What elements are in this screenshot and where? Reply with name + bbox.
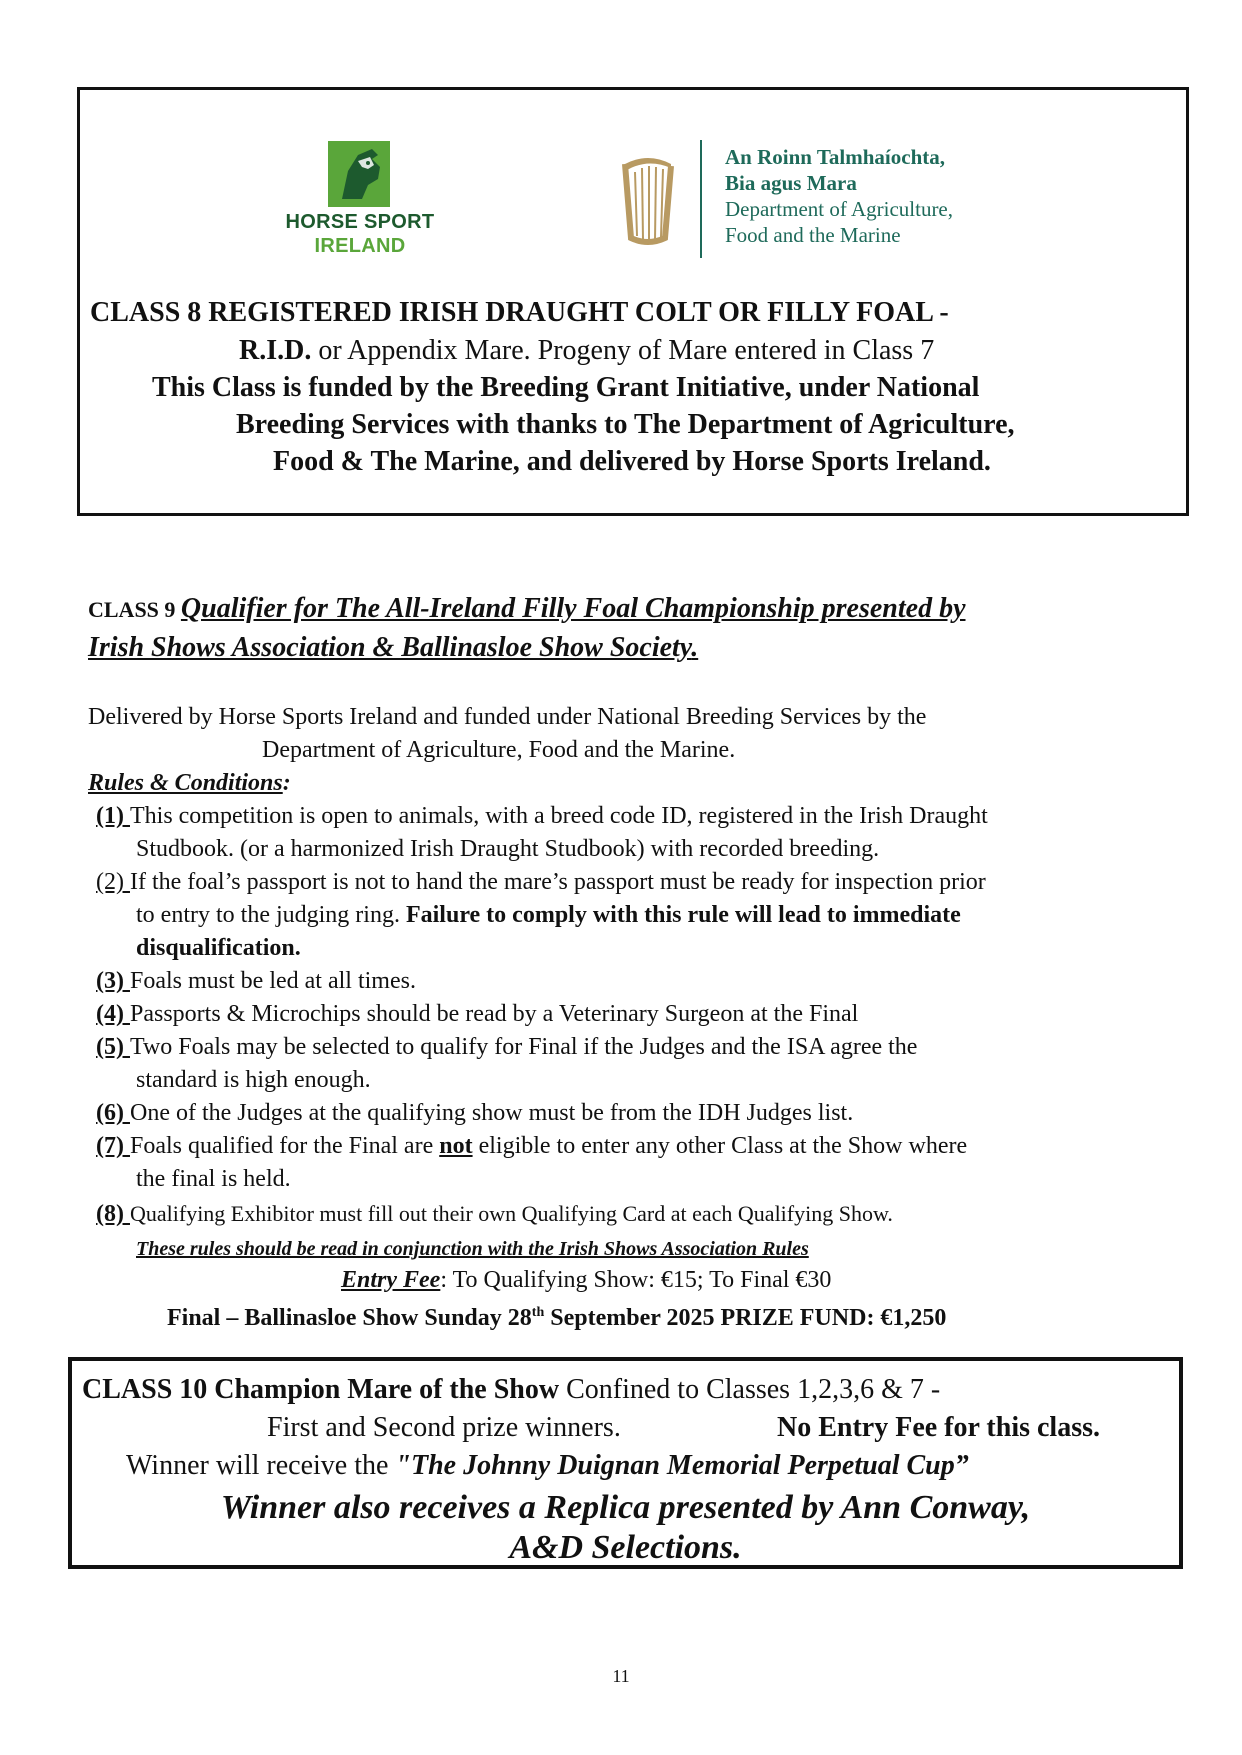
- dept-irish-line2: Bia agus Mara: [725, 171, 857, 195]
- rule-1: [96, 800, 988, 833]
- class10-replica-line: Winner also receives a Replica presented by Ann Conway,: [220, 1489, 1031, 1526]
- rules-heading: [88, 767, 291, 800]
- rule-2-cont-plain: to entry to the judging ring.: [136, 902, 406, 928]
- dept-irish-line1: An Roinn Talmhaíochta,: [725, 145, 945, 169]
- class9-title-end: .: [691, 632, 699, 663]
- final-details: [167, 1296, 946, 1335]
- class8-heading: CLASS 8 REGISTERED IRISH DRAUGHT COLT OR FILLY FOAL -: [90, 297, 949, 328]
- class10-cup-name: "The Johnny Duignan Memorial Perpetual Cup”: [395, 1450, 969, 1481]
- department-logo-text: [725, 144, 953, 248]
- class9-title-line2: Irish Shows Association & Ballinasloe Show Society: [88, 632, 692, 663]
- class9-delivered-line1: Delivered by Horse Sports Ireland and funded under National Breeding Services by the: [88, 704, 927, 730]
- rule-number: (3): [96, 968, 130, 994]
- rule-2-continued: [136, 899, 961, 932]
- hsi-logo-line1: HORSE SPORT: [285, 211, 435, 233]
- final-text-b: September 2025 PRIZE FUND: €1,250: [544, 1305, 947, 1331]
- department-of-agriculture-logo: [615, 140, 1035, 258]
- rules-note: These rules should be read in conjunction with the Irish Shows Association Rules: [136, 1238, 809, 1260]
- rule-text-b: eligible to enter any other Class at the Show where: [472, 1133, 968, 1159]
- class10-no-entry-fee: No Entry Fee for this class.: [777, 1412, 1100, 1443]
- class9-title-line1: Qualifier for The All-Ireland Filly Foal Championship presented by: [180, 593, 966, 624]
- class8-subheading: [239, 333, 1242, 369]
- rule-7: [96, 1130, 967, 1163]
- rule-text: This competition is open to animals, with a breed code ID, registered in the Irish Draught: [129, 803, 988, 829]
- class10-heading-bold: CLASS 10 Champion Mare of the Show: [82, 1374, 560, 1405]
- class9-number: CLASS 9: [88, 597, 181, 622]
- rule-number: (8): [96, 1201, 130, 1227]
- class10-heading: [82, 1371, 940, 1409]
- rule-text: Passports & Microchips should be read by a Veterinary Surgeon at the Final: [129, 1001, 859, 1027]
- rule-text: If the foal’s passport is not to hand the mare’s passport must be ready for inspection prior: [129, 869, 986, 895]
- harp-icon: [615, 154, 681, 246]
- horse-head-icon: [328, 141, 390, 207]
- rule-4: [96, 998, 858, 1031]
- rule-not: not: [439, 1133, 473, 1159]
- rule-5: [96, 1031, 917, 1064]
- entry-fee-text: : To Qualifying Show: €15; To Final €30: [440, 1267, 832, 1293]
- rule-text: Foals must be led at all times.: [129, 968, 416, 994]
- class8-box: [77, 87, 1189, 516]
- rule-7-continued: the final is held.: [136, 1166, 291, 1192]
- rules-colon: :: [282, 770, 291, 796]
- horse-sport-ireland-logo: [245, 141, 475, 259]
- rule-5-continued: standard is high enough.: [136, 1067, 371, 1093]
- rule-2: [96, 866, 986, 899]
- dept-english-line2: Food and the Marine: [725, 223, 901, 247]
- class8-rid: R.I.D.: [239, 335, 312, 366]
- entry-fee: [341, 1264, 831, 1296]
- class10-line3: [126, 1447, 969, 1485]
- dept-english-line1: Department of Agriculture,: [725, 197, 954, 221]
- class9-delivered-line2: Department of Agriculture, Food and the Marine.: [262, 737, 736, 763]
- final-sup: th: [531, 1305, 545, 1320]
- rule-text: Two Foals may be selected to qualify for Final if the Judges and the ISA agree the: [129, 1034, 918, 1060]
- rule-6: [96, 1097, 853, 1130]
- class10-box: [68, 1357, 1183, 1569]
- rule-2-cont-bold: Failure to comply with this rule will lead to immediate: [405, 902, 961, 928]
- rule-number: (1): [96, 803, 130, 829]
- class10-line3-a: Winner will receive the: [126, 1450, 396, 1481]
- entry-fee-label: Entry Fee: [341, 1267, 441, 1293]
- rule-8: [96, 1199, 893, 1229]
- page-number: 11: [612, 1666, 630, 1686]
- hsi-logo-line2: IRELAND: [314, 235, 406, 257]
- rule-text-a: Foals qualified for the Final are: [129, 1133, 440, 1159]
- rule-number: (6): [96, 1100, 130, 1126]
- class8-funding-line3: Food & The Marine, and delivered by Horse Sports Ireland.: [273, 446, 991, 477]
- class10-heading-rest: Confined to Classes 1,2,3,6 & 7 -: [559, 1374, 941, 1405]
- rule-number: (4): [96, 1001, 130, 1027]
- rules-label: Rules & Conditions: [88, 770, 283, 796]
- rule-text: One of the Judges at the qualifying show must be from the IDH Judges list.: [129, 1100, 854, 1126]
- class8-funding-line2: Breeding Services with thanks to The Department of Agriculture,: [236, 409, 1015, 440]
- class9-title: [88, 590, 1168, 667]
- class8-sub-rest: or Appendix Mare. Progeny of Mare entered in Class 7: [311, 335, 935, 366]
- logo-divider: [700, 140, 702, 258]
- rule-number: (7): [96, 1133, 130, 1159]
- class10-line2: First and Second prize winners.: [267, 1412, 621, 1443]
- class10-sponsor-line: A&D Selections.: [509, 1529, 742, 1566]
- rule-2-continued-2: disqualification.: [136, 935, 301, 961]
- rule-number: (2): [96, 869, 130, 895]
- class8-funding-line1: This Class is funded by the Breeding Grant Initiative, under National: [152, 372, 980, 403]
- final-text-a: Final – Ballinasloe Show Sunday 28: [167, 1305, 532, 1331]
- rule-text: Qualifying Exhibitor must fill out their own Qualifying Card at each Qualifying Show.: [129, 1201, 893, 1226]
- rule-3: [96, 965, 416, 998]
- rule-1-continued: Studbook. (or a harmonized Irish Draught Studbook) with recorded breeding.: [136, 836, 880, 862]
- rule-number: (5): [96, 1034, 130, 1060]
